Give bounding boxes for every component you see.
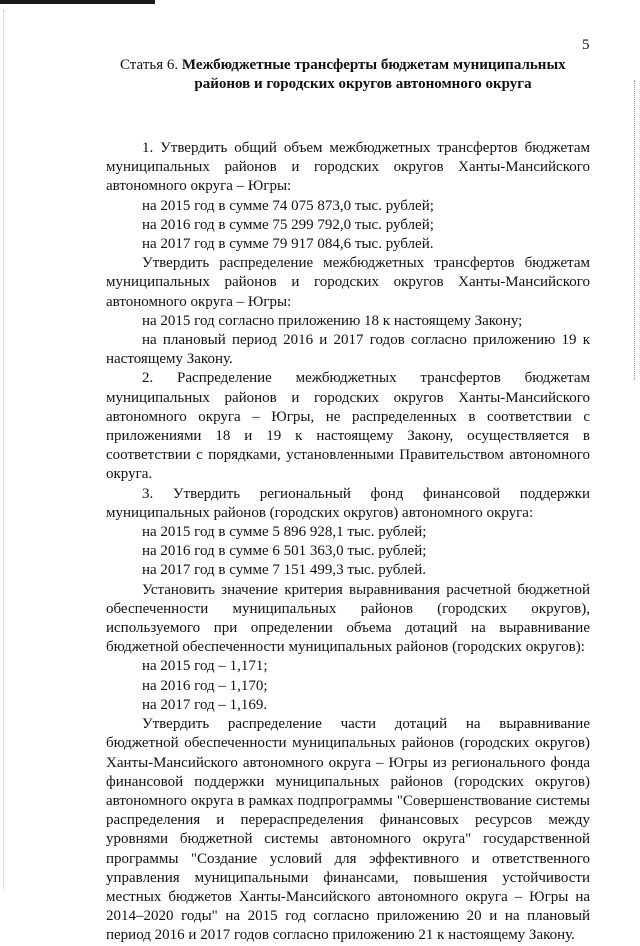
- article-title-line2: районов и городских округов автономного округа: [194, 76, 532, 92]
- list-item: на 2017 год в сумме 7 151 499,3 тыс. рублей.: [142, 562, 426, 579]
- list-item: на 2015 год в сумме 74 075 873,0 тыс. рублей;: [142, 197, 434, 214]
- body-paragraph: 2. Распределение межбюджетных трансфертов бюджетам муниципальных районов и городских округов Ханты-Мансийского автономного округа – Югры, не распределенных в соответствии с приложениями 18 и 19 к настоящему Закону, осуществляется в соответствии с порядками, установленными Правительством автономного округа.: [106, 370, 590, 483]
- top-scan-rule: [0, 0, 155, 4]
- list-item: на 2017 год в сумме 79 917 084,6 тыс. рублей.: [142, 236, 434, 253]
- list-item: на 2015 год – 1,171;: [142, 658, 268, 675]
- list-item: на 2017 год – 1,169.: [142, 696, 268, 713]
- body-paragraph: Установить значение критерия выравнивания расчетной бюджетной обеспеченности муниципальных районов (городских округов), используемого при определении объема дотаций на выравнивание бюджетной обеспеченности муниципальных районов (городских округов):: [106, 581, 590, 656]
- left-scan-edge: [3, 10, 5, 890]
- article-title-line1: Межбюджетные трансферты бюджетам муниципальных: [181, 57, 566, 73]
- list-item: на 2015 год в сумме 5 896 928,1 тыс. рублей;: [142, 524, 427, 541]
- body-paragraph: на плановый период 2016 и 2017 годов согласно приложению 19 к настоящему Закону.: [106, 332, 590, 368]
- right-scan-edge: [634, 80, 636, 380]
- article-label: Статья 6.: [120, 57, 179, 73]
- article-body: [106, 139, 590, 946]
- body-paragraph: 3. Утвердить региональный фонд финансовой поддержки муниципальных районов (городских округов) автономного округа:: [106, 485, 590, 521]
- article-header: [120, 56, 590, 94]
- body-paragraph: Утвердить распределение части дотаций на выравнивание бюджетной обеспеченности муниципальных районов (городских округов) Ханты-Мансийского автономного округа – Югры из регионального фонда финансовой поддержки муниципальных районов (городских округов) автономного округа в рамках подпрограммы "Совершенствование системы распределения и перераспределения финансовых ресурсов между уровнями бюджетной системы автономного округа" государственной программы "Создание условий для эффективного и ответственного управления муниципальными финансами, повышения устойчивости местных бюджетов Ханты-Мансийского автономного округа – Югры на 2014–2020 годы" на 2015 год согласно приложению 20 и на плановый период 2016 и 2017 годов согласно приложению 21 к настоящему Закону.: [106, 716, 590, 944]
- list-item: на 2015 год согласно приложению 18 к настоящему Закону;: [142, 312, 523, 329]
- body-paragraph: 1. Утвердить общий объем межбюджетных трансфертов бюджетам муниципальных районов и городских округов Ханты-Мансийского автономного округа – Югры:: [106, 140, 590, 195]
- list-item: на 2016 год – 1,170;: [142, 677, 268, 694]
- page-number: 5: [582, 37, 590, 53]
- list-item: на 2016 год в сумме 75 299 792,0 тыс. рублей;: [142, 216, 434, 233]
- body-paragraph: Утвердить распределение межбюджетных трансфертов бюджетам муниципальных районов и городских округов Ханты-Мансийского автономного округа – Югры:: [106, 255, 590, 310]
- list-item: на 2016 год в сумме 6 501 363,0 тыс. рублей;: [142, 543, 427, 560]
